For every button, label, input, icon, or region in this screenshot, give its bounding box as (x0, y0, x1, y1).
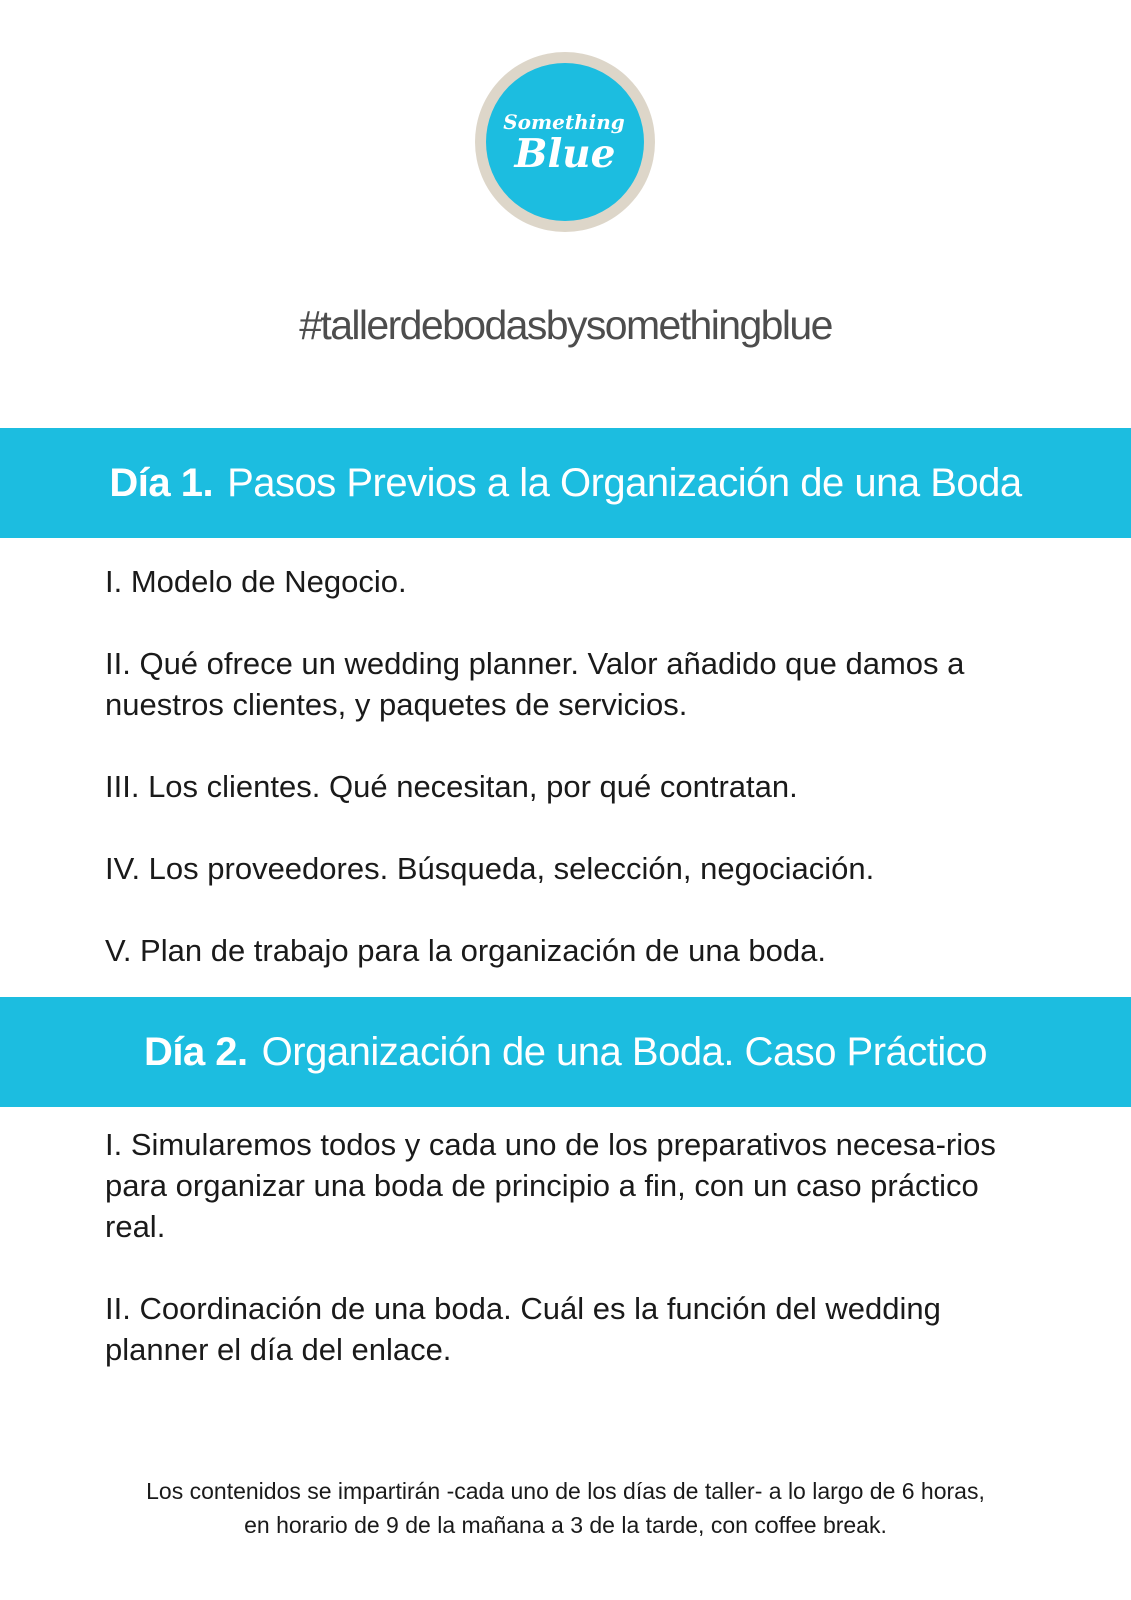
day2-items (105, 1124, 1025, 1411)
day1-item-1: I. Modelo de Negocio. (105, 564, 407, 599)
day1-item-5: V. Plan de trabajo para la organización de una boda. (105, 933, 827, 968)
footer-line-1: Los contenidos se impartirán -cada uno de los días de taller- a lo largo de 6 horas, (146, 1478, 985, 1504)
footer-note (0, 1474, 1131, 1542)
day1-item-4: IV. Los proveedores. Búsqueda, selección, negociación. (105, 851, 875, 886)
day1-item-2: II. Qué ofrece un wedding planner. Valor añadido que damos a nuestros clientes, y paquetes de servicios. (105, 646, 965, 722)
logo-text-blue: Blue (514, 130, 616, 177)
something-blue-logo (475, 52, 655, 232)
day1-items (105, 561, 1055, 1012)
logo-badge (486, 63, 644, 221)
logo-text-something: Something (503, 109, 625, 134)
day2-title: Organización de una Boda. Caso Práctico (261, 1029, 988, 1074)
day2-item-2: II. Coordinación de una boda. Cuál es la función del wedding planner el día del enlace. (105, 1291, 941, 1367)
footer-line-2: en horario de 9 de la mañana a 3 de la tarde, con coffee break. (244, 1512, 887, 1538)
day2-label: Día 2. (143, 1029, 248, 1074)
hashtag-title: #tallerdebodasbysomethingblue (299, 302, 832, 348)
day2-item-1: I. Simularemos todos y cada uno de los preparativos necesa-rios para organizar una boda de principio a fin, con un caso práctico real. (105, 1127, 996, 1244)
day1-item-3: III. Los clientes. Qué necesitan, por qué contratan. (105, 769, 798, 804)
day1-header (0, 428, 1131, 538)
day1-label: Día 1. (109, 460, 214, 505)
day2-header (0, 997, 1131, 1107)
day1-title: Pasos Previos a la Organización de una Boda (227, 460, 1022, 505)
